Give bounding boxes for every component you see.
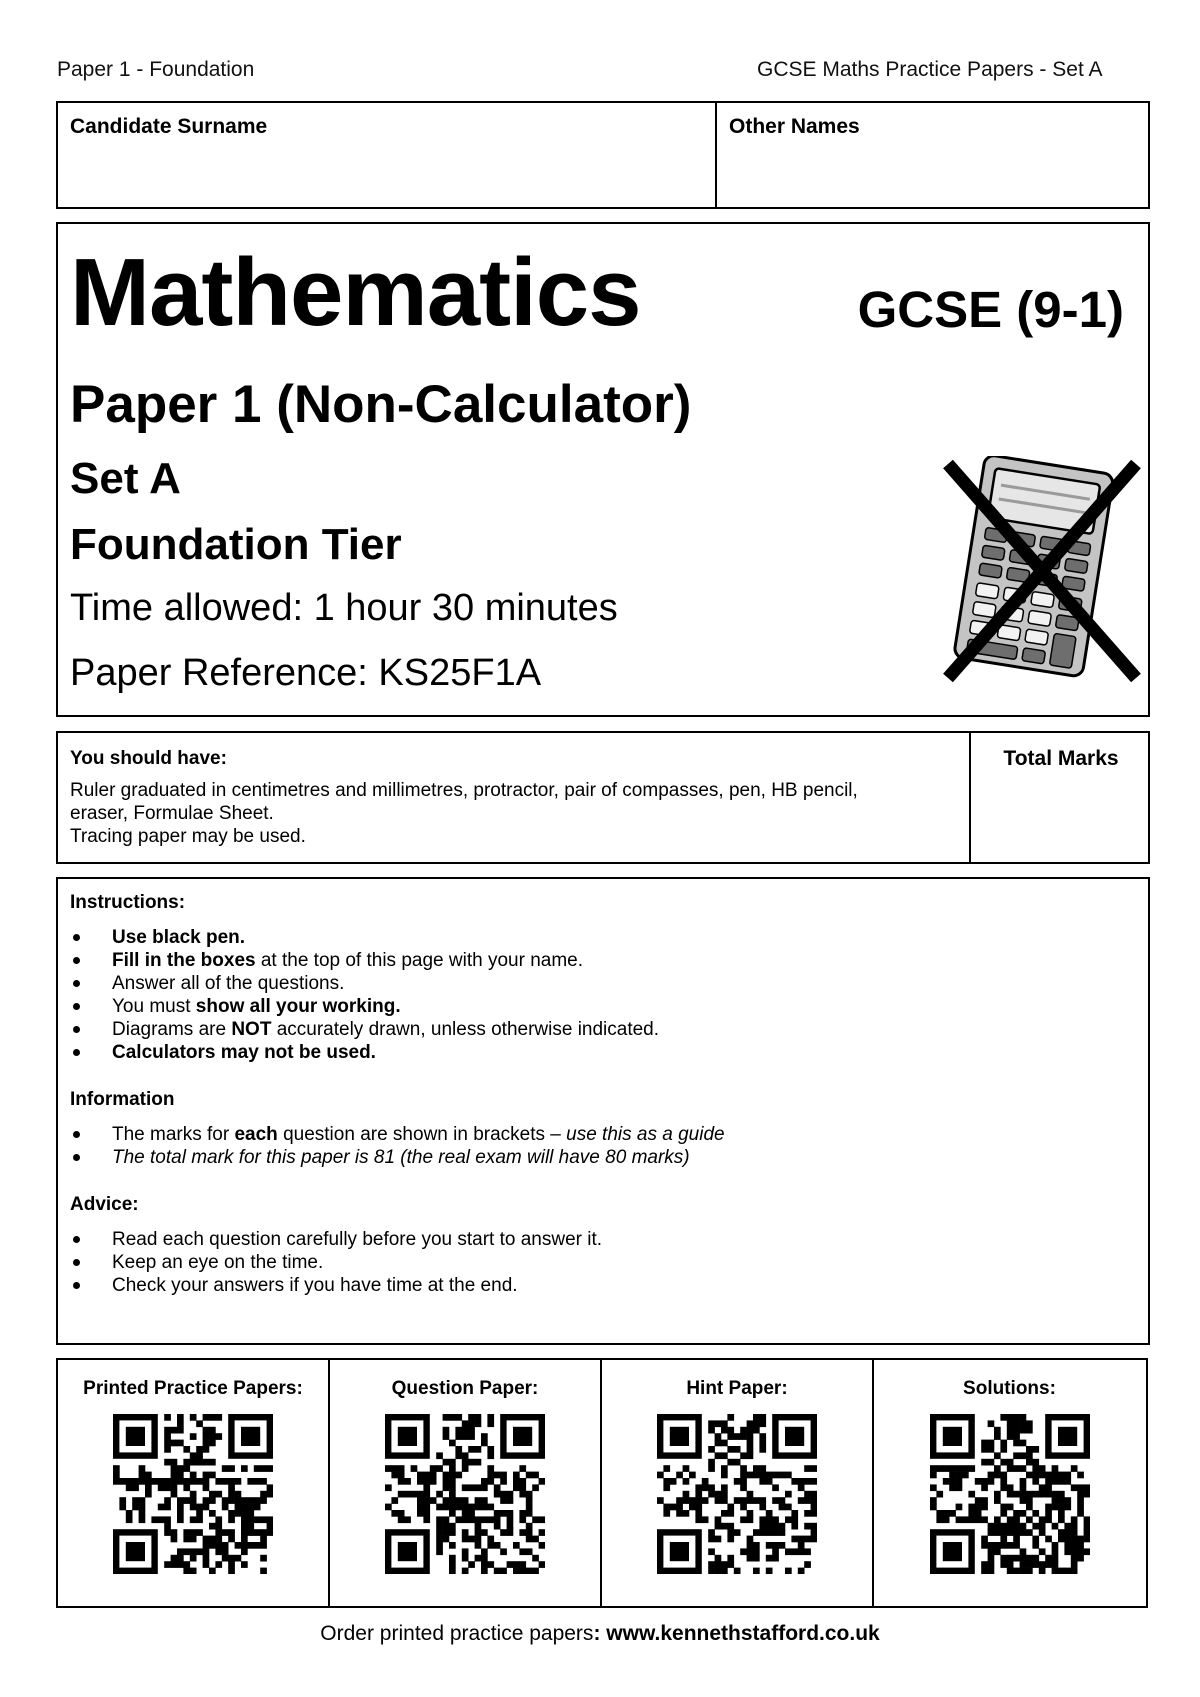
candidate-box-divider bbox=[715, 103, 717, 207]
information-list bbox=[70, 1123, 1130, 1169]
set-title: Set A bbox=[70, 454, 181, 503]
title-box bbox=[56, 222, 1150, 717]
other-names-field[interactable] bbox=[726, 145, 1140, 203]
qr-label-printed: Printed Practice Papers: bbox=[83, 1378, 303, 1399]
paper-reference: Paper Reference: KS25F1A bbox=[70, 652, 542, 694]
candidate-surname-label: Candidate Surname bbox=[70, 115, 268, 138]
qr-code-icon[interactable] bbox=[113, 1414, 273, 1574]
qr-cell-question bbox=[330, 1360, 602, 1606]
crossed-out-calculator-icon bbox=[928, 456, 1148, 686]
instructions-box bbox=[56, 877, 1150, 1345]
running-header-right: GCSE Maths Practice Papers - Set A bbox=[757, 58, 1103, 81]
equipment-line-2: eraser, Formulae Sheet. bbox=[70, 803, 274, 824]
qr-label-question: Question Paper: bbox=[391, 1378, 539, 1399]
equipment-list bbox=[70, 779, 960, 848]
advice-heading: Advice: bbox=[70, 1194, 139, 1215]
list-item: You must show all your working. bbox=[70, 995, 1130, 1018]
list-item: The total mark for this paper is 81 (the real exam will have 80 marks) bbox=[70, 1146, 1130, 1169]
equipment-heading: You should have: bbox=[70, 748, 227, 769]
equipment-line-3: Tracing paper may be used. bbox=[70, 826, 306, 847]
list-item: Keep an eye on the time. bbox=[70, 1251, 1130, 1274]
list-item: Diagrams are NOT accurately drawn, unless otherwise indicated. bbox=[70, 1018, 1130, 1041]
information-heading: Information bbox=[70, 1089, 175, 1110]
qr-label-hint: Hint Paper: bbox=[686, 1378, 788, 1399]
instructions-heading: Instructions: bbox=[70, 892, 186, 913]
qr-cell-hint bbox=[602, 1360, 874, 1606]
total-marks-label: Total Marks bbox=[1003, 747, 1119, 770]
list-item: The marks for each question are shown in brackets – use this as a guide bbox=[70, 1123, 1130, 1146]
equipment-box bbox=[56, 731, 1150, 864]
running-header-left: Paper 1 - Foundation bbox=[57, 58, 255, 81]
advice-list bbox=[70, 1228, 1130, 1297]
list-item: Answer all of the questions. bbox=[70, 972, 1130, 995]
qr-cell-printed bbox=[58, 1360, 330, 1606]
qr-label-solutions: Solutions: bbox=[963, 1378, 1056, 1399]
footer-colon: : bbox=[593, 1622, 601, 1645]
list-item: Read each question carefully before you start to answer it. bbox=[70, 1228, 1130, 1251]
qr-code-icon[interactable] bbox=[657, 1414, 817, 1574]
list-item: Calculators may not be used. bbox=[70, 1041, 1130, 1064]
list-item: Fill in the boxes at the top of this page with your name. bbox=[70, 949, 1130, 972]
other-names-label: Other Names bbox=[729, 115, 860, 138]
footer-url-link[interactable]: www.kennethstafford.co.uk bbox=[606, 1622, 880, 1645]
list-item: Check your answers if you have time at the end. bbox=[70, 1274, 1130, 1297]
footer-prefix: Order printed practice papers bbox=[320, 1622, 594, 1645]
candidate-details-box bbox=[56, 101, 1150, 209]
subject-title: Mathematics bbox=[70, 239, 641, 346]
total-marks-field[interactable] bbox=[983, 781, 1141, 855]
candidate-surname-field[interactable] bbox=[68, 145, 708, 203]
list-item: Use black pen. bbox=[70, 926, 1130, 949]
tier-title: Foundation Tier bbox=[70, 520, 402, 569]
instructions-list bbox=[70, 926, 1130, 1064]
equipment-line-1: Ruler graduated in centimetres and millimetres, protractor, pair of compasses, pen, HB pencil, bbox=[70, 780, 858, 801]
footer bbox=[0, 1622, 1200, 1646]
qr-code-icon[interactable] bbox=[385, 1414, 545, 1574]
qr-code-icon[interactable] bbox=[930, 1414, 1090, 1574]
qr-codes-box bbox=[56, 1358, 1148, 1608]
paper-title: Paper 1 (Non-Calculator) bbox=[70, 375, 692, 434]
qualification-title: GCSE (9-1) bbox=[857, 281, 1124, 338]
qr-cell-solutions bbox=[874, 1360, 1145, 1606]
time-allowed: Time allowed: 1 hour 30 minutes bbox=[70, 587, 618, 629]
